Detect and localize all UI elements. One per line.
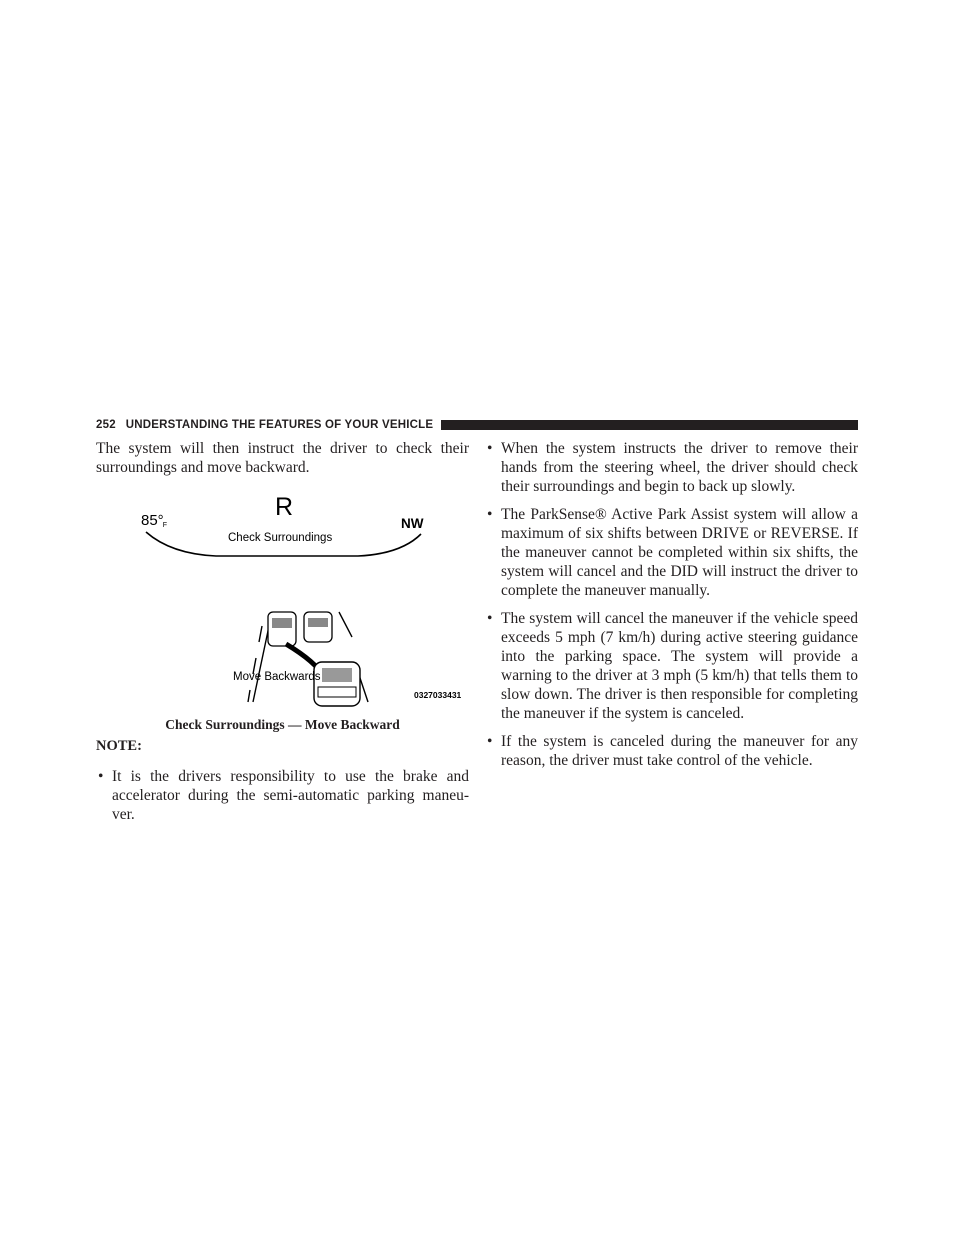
reversing-car-window	[322, 668, 352, 682]
intro-paragraph: The system will then instruct the driver to check their surroundings and move backward.	[96, 440, 469, 476]
page-number: 252	[96, 419, 116, 431]
compass-heading: NW	[401, 516, 424, 531]
list-item: • The system will cancel the maneuver if the vehicle speed exceeds 5 mph (7 km/h) during active steering guidance into the parking space. The system will provide a warning to the driver at 3 mph (5 km/h) that tells them to slow down. The driver is then responsible for completing the maneuver if the system is canceled.	[485, 609, 858, 723]
note-list	[96, 767, 469, 824]
note-item: • It is the drivers responsibility to use the brake and accelerator during the semi-automatic parking maneu- ver.	[96, 767, 469, 824]
move-backwards-message: Move Backwards	[233, 671, 321, 683]
gear-indicator: R	[275, 493, 294, 521]
page-header	[96, 417, 858, 433]
left-column	[96, 439, 469, 824]
parked-car-1	[268, 612, 296, 646]
figure-id: 0327033431	[414, 690, 462, 700]
list-item: • If the system is canceled during the maneuver for any reason, the driver must take control of the vehicle.	[485, 732, 858, 770]
display-illustration	[96, 493, 469, 712]
section-title: UNDERSTANDING THE FEATURES OF YOUR VEHICLE	[125, 419, 434, 431]
figure-caption: Check Surroundings — Move Backward	[165, 717, 400, 732]
list-item: • The ParkSense® Active Park Assist system will allow a maximum of six shifts between DRIVE or REVERSE. If the maneuver cannot be completed within six shifts, the system will cancel and the DID will instruct the driver to complete the maneuver manually.	[485, 505, 858, 600]
temperature-readout: 85°F	[141, 512, 167, 529]
note-label: NOTE:	[96, 738, 142, 754]
header-rule	[441, 420, 858, 430]
parked-car-1-window	[272, 618, 292, 628]
right-column	[485, 439, 858, 779]
instruction-list	[485, 439, 858, 770]
parked-car-2-window	[308, 618, 328, 627]
list-item: • When the system instructs the driver to remove their hands from the steering wheel, the driver should check their surroundings and begin to back up slowly.	[485, 439, 858, 496]
road-edge-right	[339, 612, 352, 637]
check-surroundings-message: Check Surroundings	[228, 532, 333, 544]
